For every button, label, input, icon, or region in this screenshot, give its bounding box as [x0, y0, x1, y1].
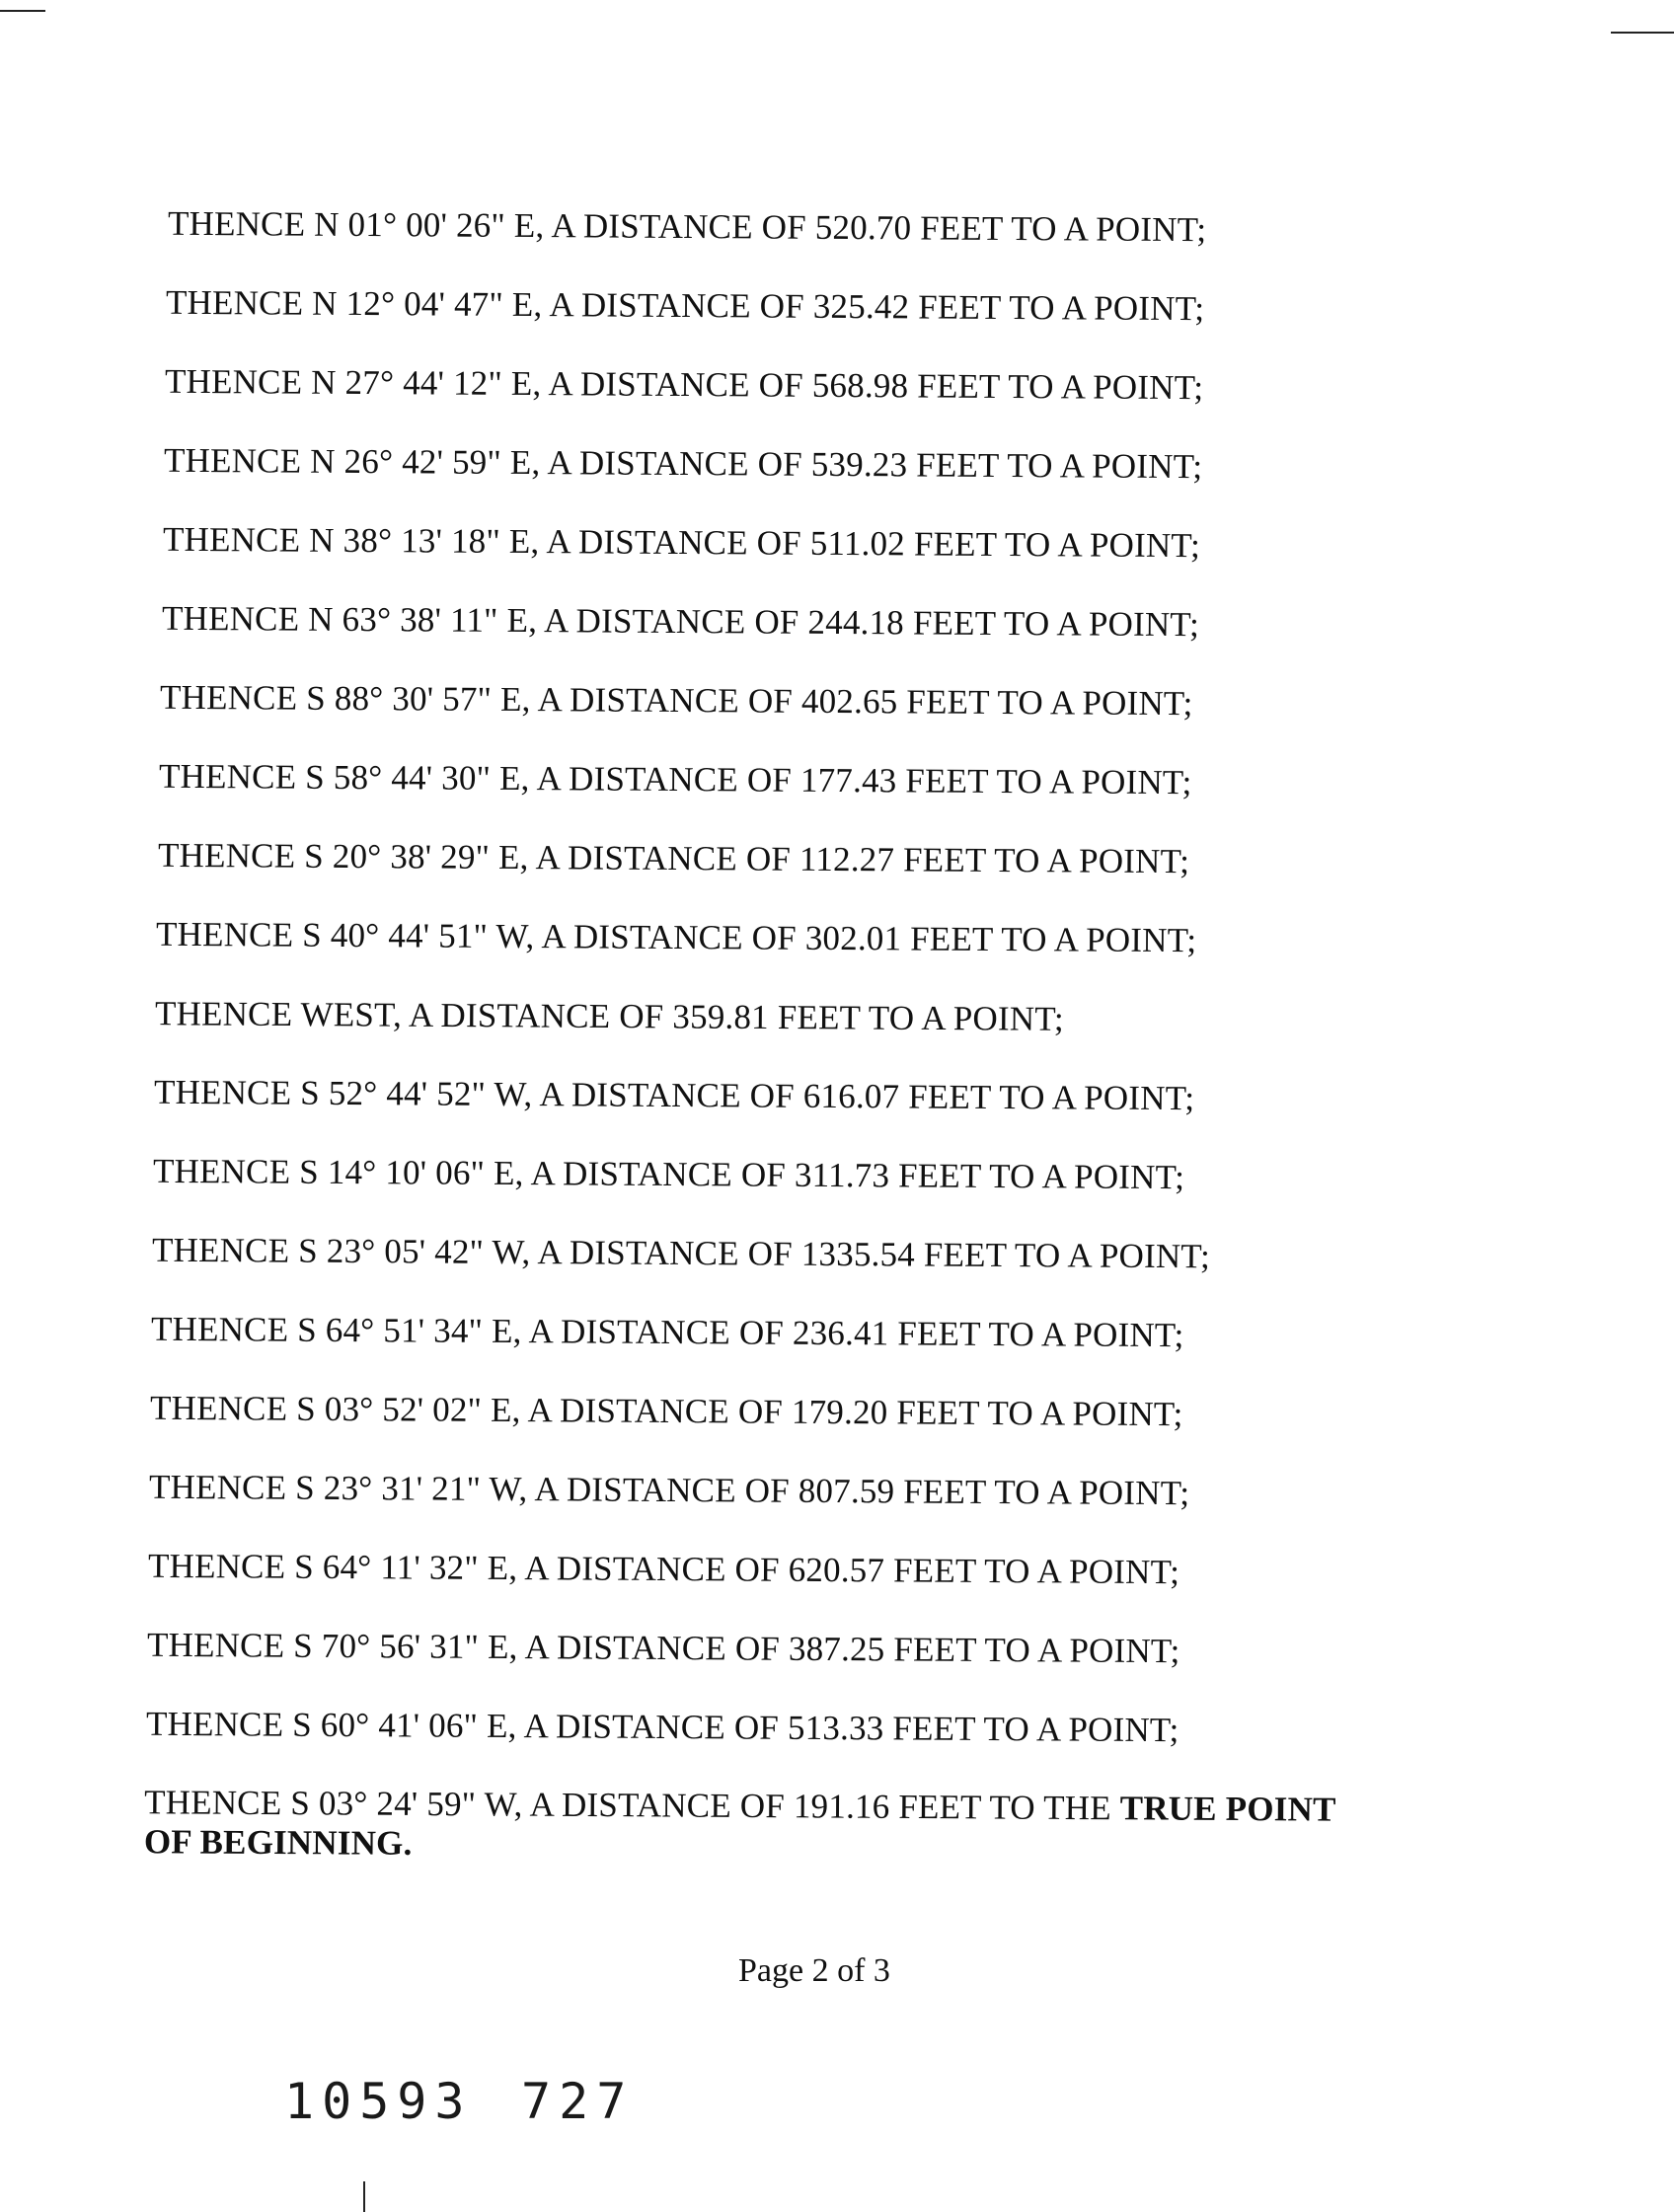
course-line: THENCE S 23° 31' 21" W, A DISTANCE OF 807.59 FEET TO A POINT; [148, 1467, 1190, 1513]
course-line: THENCE S 64° 11' 32" E, A DISTANCE OF 620.57 FEET TO A POINT; [147, 1546, 1180, 1592]
course-line: THENCE N 38° 13' 18" E, A DISTANCE OF 511.02 FEET TO A POINT; [162, 519, 1201, 566]
course-line: THENCE S 40° 44' 51" W, A DISTANCE OF 302.01 FEET TO A POINT; [155, 914, 1197, 960]
final-course-line [144, 1783, 1358, 1869]
course-line: THENCE S 23° 05' 42" W, A DISTANCE OF 1335.54 FEET TO A POINT; [151, 1230, 1211, 1276]
course-line: THENCE N 26° 42' 59" E, A DISTANCE OF 539.23 FEET TO A POINT; [163, 440, 1203, 487]
course-line: THENCE S 70° 56' 31" E, A DISTANCE OF 387.25 FEET TO A POINT; [146, 1625, 1180, 1671]
course-line: THENCE WEST, A DISTANCE OF 359.81 FEET TO A POINT; [154, 994, 1064, 1038]
course-line: THENCE S 52° 44' 52" W, A DISTANCE OF 616.07 FEET TO A POINT; [153, 1072, 1195, 1118]
recording-book-number: 10593 [284, 2073, 473, 2130]
course-line: THENCE S 64° 51' 34" E, A DISTANCE OF 236.41 FEET TO A POINT; [150, 1309, 1184, 1355]
recording-page-number: 727 [521, 2073, 635, 2130]
course-line: THENCE S 88° 30' 57" E, A DISTANCE OF 402.65 FEET TO A POINT; [159, 677, 1193, 724]
course-line: THENCE N 63° 38' 11" E, A DISTANCE OF 244.18 FEET TO A POINT; [161, 598, 1200, 645]
course-line: THENCE S 03° 52' 02" E, A DISTANCE OF 179.20 FEET TO A POINT; [149, 1388, 1183, 1434]
course-line: THENCE S 60° 41' 06" E, A DISTANCE OF 513.33 FEET TO A POINT; [145, 1704, 1179, 1750]
course-line: THENCE S 14° 10' 06" E, A DISTANCE OF 311.73 FEET TO A POINT; [152, 1151, 1185, 1197]
page-number: Page 2 of 3 [738, 1952, 890, 1989]
final-course-text: THENCE S 03° 24' 59" W, A DISTANCE OF 191.16 FEET TO THE [144, 1783, 1120, 1828]
course-line: THENCE N 27° 44' 12" E, A DISTANCE OF 568.98 FEET TO A POINT; [164, 361, 1204, 408]
course-line: THENCE N 01° 00' 26" E, A DISTANCE OF 520.70 FEET TO A POINT; [167, 203, 1207, 250]
true-point-of-beginning: TRUE POINT OF BEGINNING. [143, 1789, 1336, 1864]
course-line: THENCE S 58° 44' 30" E, A DISTANCE OF 177.43 FEET TO A POINT; [158, 756, 1192, 802]
course-line: THENCE N 12° 04' 47" E, A DISTANCE OF 325.42 FEET TO A POINT; [165, 282, 1205, 329]
course-line: THENCE S 20° 38' 29" E, A DISTANCE OF 112.27 FEET TO A POINT; [157, 835, 1190, 881]
